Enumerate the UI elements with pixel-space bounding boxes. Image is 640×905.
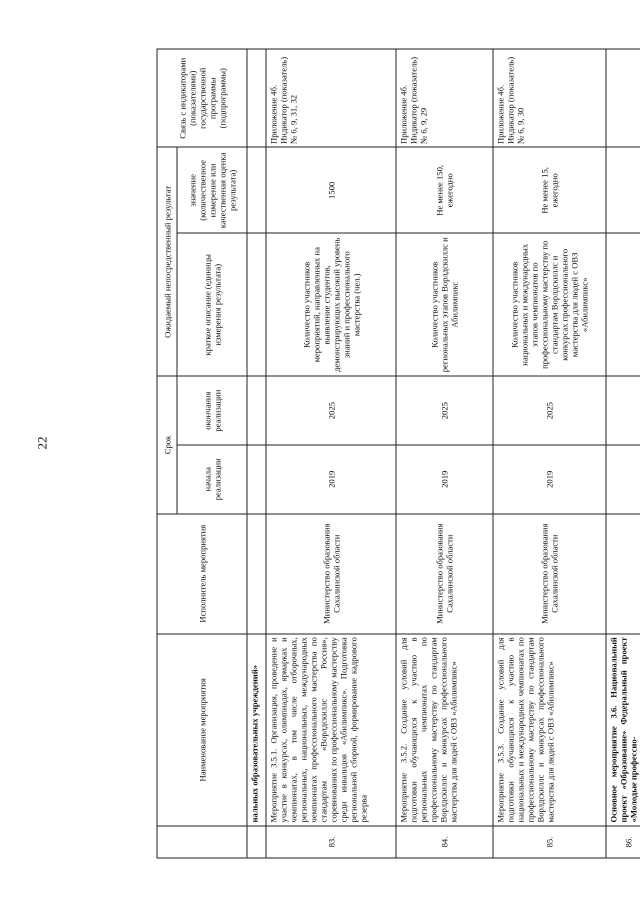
row-link: Приложение 4б. Индикатор (показатель) № 6, 9, 31, 32 — [266, 49, 395, 147]
row-end — [247, 376, 266, 445]
header-term-start: начала реализации — [177, 445, 247, 514]
row-executor: Министерство образования Сахалинской области — [493, 514, 606, 634]
row-start: 2019 — [396, 445, 493, 514]
row-link: Приложение 4б. Индикатор (показатель) № 6, 9, 29 — [396, 49, 493, 147]
row-value: Не менее 150, ежегодно — [396, 147, 493, 233]
row-start — [606, 445, 640, 514]
row-desc: Количество участников мероприятий, направленных на выявление студентов, демонстрирующих высокий уровень знаний и профессионального мастерства (чел.) — [266, 233, 395, 376]
table-row — [606, 49, 640, 858]
row-num: 86. — [606, 826, 640, 858]
row-start: 2019 — [493, 445, 606, 514]
header-term: Срок — [157, 376, 177, 513]
header-expected: Ожидаемый непосредственный результат — [157, 147, 177, 376]
row-name: Мероприятие 3.5.2. Создание условий для подготовки обучающихся к участию в региональных чемпионатах по профессиональному мастерству по стандартам Ворлдскиллс и конкурсах профессионального мастерства для людей с ОВЗ «Абилимпикс» — [396, 634, 493, 826]
row-num: 85. — [493, 826, 606, 858]
row-value: 1500 — [266, 147, 395, 233]
program-table-sheet — [157, 49, 640, 859]
header-expected-desc: краткое описание (единицы измерения результата) — [177, 233, 247, 376]
row-link: Приложение 4б. Индикатор (показатель) № 6, 9, 30 — [493, 49, 606, 147]
row-end — [606, 376, 640, 445]
row-num — [247, 826, 266, 858]
row-desc — [247, 233, 266, 376]
header-term-end: окончания реализации — [177, 376, 247, 445]
row-executor: Министерство образования Сахалинской области — [266, 514, 395, 634]
row-value — [247, 147, 266, 233]
table-row — [247, 49, 266, 858]
header-link: Связь с индикаторами (показателями) государственной программы (подпрограммы) — [157, 49, 247, 147]
row-start — [247, 445, 266, 514]
row-name: Основное мероприятие 3.6. Национальный проект «Образование» Федеральный проект «Молодые профессио- — [606, 634, 640, 826]
row-num: 83. — [266, 826, 395, 858]
row-name: Мероприятие 3.5.1. Организация, проведение и участие в конкурсах, олимпиадах, ярмарках и чемпионатах, в том числе отборочных, региональных, национальных, международных чемпионатах профессионального мастерства по стандартам «Ворлдскиллс Россия», соревнованиях по профессиональному мастерству среди инвалидов «Абилимпикс». Подготовка региональной сборной, формирование кадрового резерва — [266, 634, 395, 826]
row-end: 2025 — [396, 376, 493, 445]
row-desc — [606, 233, 640, 376]
header-num — [157, 826, 247, 858]
row-executor: Министерство образования Сахалинской области — [396, 514, 493, 634]
row-end: 2025 — [266, 376, 395, 445]
row-executor — [247, 514, 266, 634]
header-name: Наименование мероприятия — [157, 634, 247, 826]
row-value: Не менее 15, ежегодно — [493, 147, 606, 233]
row-desc: Количество участников национальных и международных этапов чемпионатов по профессиональному мастерству по стандартам Ворлдскиллс и конкурсах профессионального мастерства для людей с ОВЗ «Абилимпикс» — [493, 233, 606, 376]
row-num: 84. — [396, 826, 493, 858]
row-link — [606, 49, 640, 147]
row-name: Мероприятие 3.5.3. Создание условий для подготовки обучающихся к участию в национальных и международных чемпионатах по профессиональному мастерству по стандартам Ворлдскиллс и конкурсах профессионального мастерства для людей с ОВЗ «Абилимпикс» — [493, 634, 606, 826]
row-end: 2025 — [493, 376, 606, 445]
program-activities-table — [157, 49, 640, 859]
row-value — [606, 147, 640, 233]
header-expected-value: значение (количественное измерение или качественная оценка результата) — [177, 147, 247, 233]
table-row — [396, 49, 493, 858]
page-number: 22 — [34, 436, 50, 450]
row-link — [247, 49, 266, 147]
table-row — [493, 49, 606, 858]
table-row — [266, 49, 395, 858]
row-start: 2019 — [266, 445, 395, 514]
row-name: нальных образовательных учреждений» — [247, 634, 266, 826]
row-executor — [606, 514, 640, 634]
header-executor: Исполнитель мероприятия — [157, 514, 247, 634]
row-desc: Количество участников региональных этапов Ворлдскиллс и Абилимпикс — [396, 233, 493, 376]
